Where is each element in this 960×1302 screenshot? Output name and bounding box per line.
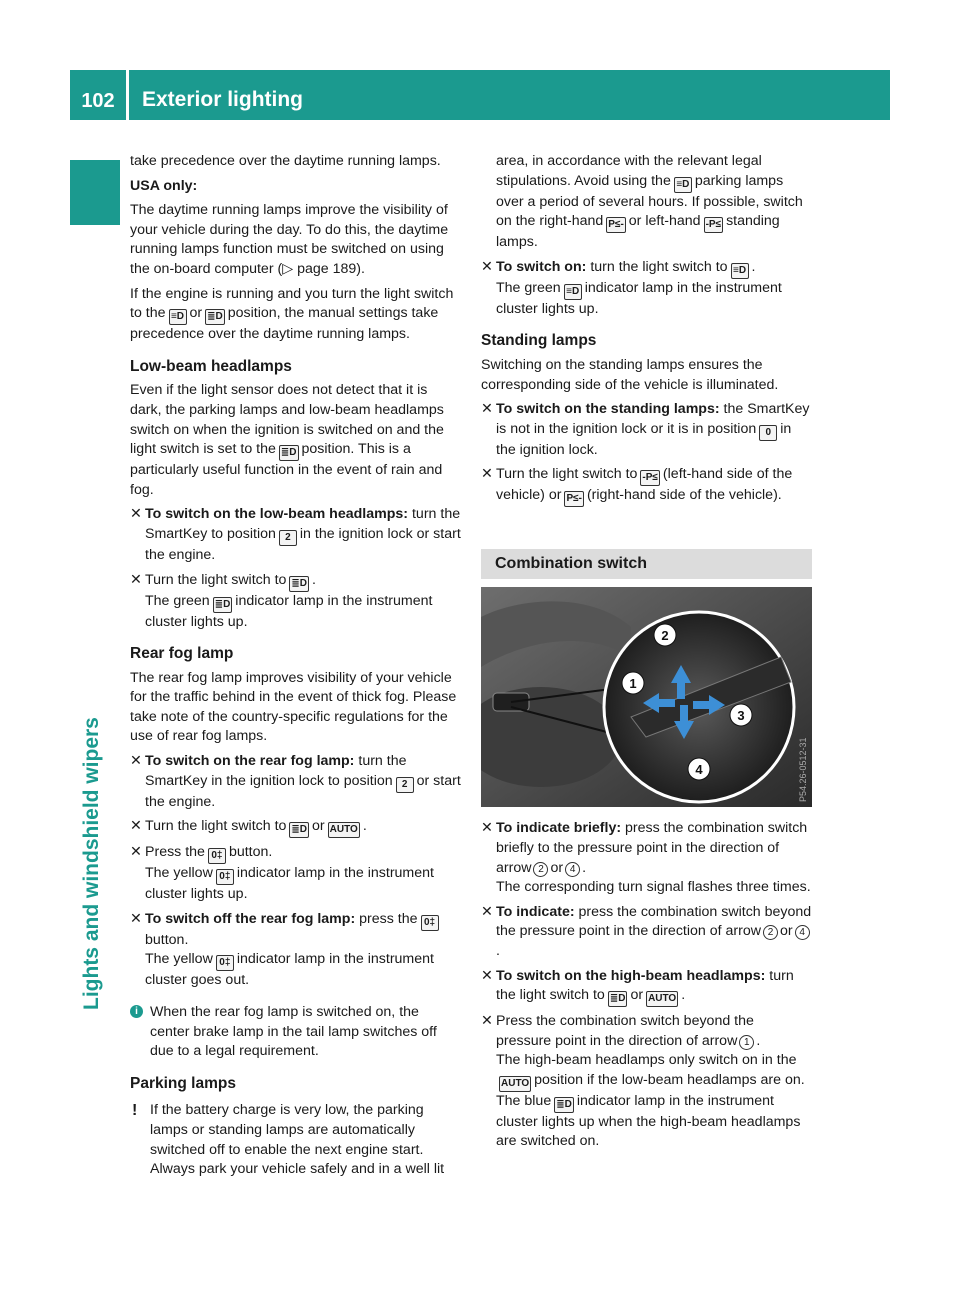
- position-2-icon: 2: [279, 530, 297, 546]
- arrow-4-marker: 4: [795, 925, 810, 940]
- sidebar-tab: [70, 160, 120, 225]
- step-arrow-icon: ✕: [130, 753, 142, 770]
- parking-lamp-icon: ≡D: [674, 177, 692, 193]
- step-arrow-icon: ✕: [130, 818, 142, 835]
- step-arrow-icon: ✕: [481, 903, 493, 920]
- instruction-step: ✕ To switch off the rear fog lamp: press the 0‡button. The yellow 0‡ indicator lamp in the instrument cluster goes out.: [130, 910, 461, 991]
- low-beam-icon: ≣D: [213, 597, 233, 613]
- warning-note: ! If the battery charge is very low, the parking lamps or standing lamps are automatically switched off to enable the next engine start. Always park your vehicle safely and in a well lit: [132, 1102, 445, 1178]
- auto-icon: AUTO: [646, 991, 678, 1007]
- parking-lamp-icon: ≡D: [169, 309, 187, 325]
- right-standing-lamp-icon: P≤-: [564, 491, 584, 507]
- position-2-icon: 2: [396, 777, 414, 793]
- paragraph: Even if the light sensor does not detect that it is dark, the parking lamps and low-beam headlamps switch on when the ignition is switched on and the light switch is set to the ≣D position. This is a particularly useful function in the event of rain and fog.: [130, 382, 444, 498]
- low-beam-icon: ≣D: [608, 991, 628, 1007]
- high-beam-icon: ≣D: [554, 1097, 574, 1113]
- instruction-step: ✕ To switch on the high-beam headlamps: turn the light switch to ≣D or AUTO .: [481, 967, 812, 1008]
- instruction-step: ✕ Press the 0‡ button. The yellow 0‡ indicator lamp in the instrument cluster lights up.: [130, 844, 434, 903]
- low-beam-icon: ≣D: [279, 445, 299, 461]
- section-heading: Low-beam headlamps: [130, 357, 292, 375]
- right-column: [481, 152, 812, 1157]
- paragraph: The daytime running lamps improve the visibility of your vehicle during the day. To do this, the daytime running lamps function must be switched on using the on-board computer (▷ page 189).: [130, 202, 449, 277]
- right-standing-lamp-icon: P≤-: [606, 217, 626, 233]
- position-0-icon: 0: [759, 425, 777, 441]
- info-icon: i: [130, 1005, 143, 1018]
- callout-3-label: 3: [737, 708, 745, 724]
- step-arrow-icon: ✕: [481, 967, 493, 984]
- fog-lamp-icon: 0‡: [421, 915, 439, 931]
- arrow-4-marker: 4: [565, 862, 580, 877]
- left-column: [130, 152, 461, 1185]
- step-arrow-icon: ✕: [130, 910, 142, 927]
- step-arrow-icon: ✕: [481, 258, 493, 275]
- combination-switch-illustration: [481, 587, 812, 807]
- left-standing-lamp-icon: -P≤: [704, 217, 724, 233]
- instruction-step: ✕ Turn the light switch to ≣D . The green ≣D indicator lamp in the instrument cluster lights up.: [130, 571, 433, 630]
- step-arrow-icon: ✕: [481, 820, 493, 837]
- instruction-step: ✕ To indicate briefly: press the combination switch briefly to the pressure point in the direction of arrow 2 or 4 . The corresponding turn signal flashes three times.: [481, 820, 811, 896]
- low-beam-icon: ≣D: [289, 576, 309, 592]
- instruction-step: ✕ Press the combination switch beyond the pressure point in the direction of arrow 1 . The high-beam headlamps only switch on in theAUTO position if the low-beam headlamps are on. The blue ≣D indicator lamp in the instrument cluster lights up when the high-beam headlamps are switched on.: [481, 1013, 805, 1150]
- section-banner: Combination switch: [481, 549, 812, 579]
- step-arrow-icon: ✕: [481, 466, 493, 483]
- sidebar-section-label: Lights and windshield wipers: [80, 717, 103, 1010]
- instruction-step: ✕ Turn the light switch to -P≤ (left-hand side of the vehicle) or P≤- (right-hand side of the vehicle).: [481, 465, 812, 507]
- instruction-step: ✕ To switch on: turn the light switch to ≡D . The green ≡D indicator lamp in the instrument cluster lights up.: [481, 258, 782, 317]
- step-arrow-icon: ✕: [130, 844, 142, 861]
- usa-label: USA only:: [130, 177, 198, 194]
- info-note: i When the rear fog lamp is switched on, the center brake lamp in the tail lamp switches off due to a legal requirement.: [130, 1003, 461, 1062]
- instruction-step: ✕ To switch on the standing lamps: the SmartKey is not in the ignition lock or it is in position 0 in the ignition lock.: [481, 401, 810, 458]
- arrow-2-marker: 2: [533, 862, 548, 877]
- exclamation-icon: !: [132, 1102, 138, 1120]
- callout-4-label: 4: [695, 762, 703, 778]
- step-arrow-icon: ✕: [481, 1013, 493, 1030]
- auto-icon: AUTO: [328, 822, 360, 838]
- arrow-1-marker: 1: [739, 1035, 754, 1050]
- parking-lamp-icon: ≡D: [731, 263, 749, 279]
- auto-icon: AUTO: [499, 1076, 531, 1092]
- paragraph: take precedence over the daytime running lamps.: [130, 153, 441, 169]
- section-heading: Rear fog lamp: [130, 645, 234, 663]
- paragraph: Switching on the standing lamps ensures the corresponding side of the vehicle is illuminated.: [481, 356, 779, 393]
- fog-lamp-icon: 0‡: [208, 848, 226, 864]
- paragraph: The rear fog lamp improves visibility of your vehicle for the traffic behind in the event of thick fog. Please take note of the country-specific regulations for the use of rear fog lamps.: [130, 669, 457, 745]
- section-heading: Parking lamps: [130, 1074, 236, 1092]
- callout-2-label: 2: [661, 628, 669, 644]
- instruction-step: ✕ To indicate: press the combination switch beyond the pressure point in the direction of arrow 2 or 4.: [481, 903, 812, 959]
- instruction-step: ✕ To switch on the low-beam headlamps: turn the SmartKey to position 2 in the ignition lock or start the engine.: [130, 506, 461, 563]
- page-number: 102: [81, 90, 115, 112]
- figure-code: P54.26-0512-31: [798, 737, 808, 803]
- low-beam-icon: ≣D: [205, 309, 225, 325]
- low-beam-icon: ≣D: [289, 822, 309, 838]
- step-arrow-icon: ✕: [481, 401, 493, 418]
- paragraph: If the engine is running and you turn the light switch to the ≡D or ≣D position, the manual settings take precedence over the daytime running lamps.: [130, 285, 454, 343]
- fog-lamp-icon: 0‡: [216, 869, 234, 885]
- page-title: Exterior lighting: [142, 88, 304, 111]
- callout-1-label: 1: [629, 676, 637, 692]
- page-header: [70, 70, 890, 120]
- instruction-step: ✕ To switch on the rear fog lamp: turn the SmartKey in the ignition lock to position 2 or start the engine.: [130, 753, 461, 810]
- step-arrow-icon: ✕: [130, 506, 142, 523]
- section-heading: Standing lamps: [481, 332, 597, 350]
- arrow-2-marker: 2: [763, 925, 778, 940]
- paragraph: area, in accordance with the relevant legal stipulations. Avoid using the ≡D parking lamps over a period of several hours. If possible, switch on the right-hand P≤- or left-hand -P≤ standing lamps.: [496, 153, 803, 251]
- fog-lamp-icon: 0‡: [216, 955, 234, 971]
- header-divider: [126, 70, 129, 120]
- left-standing-lamp-icon: -P≤: [640, 470, 660, 486]
- instruction-step: ✕ Turn the light switch to ≣D or AUTO .: [130, 817, 461, 838]
- step-arrow-icon: ✕: [130, 571, 142, 588]
- parking-lamp-icon: ≡D: [564, 284, 582, 300]
- combination-switch-figure: [481, 587, 812, 807]
